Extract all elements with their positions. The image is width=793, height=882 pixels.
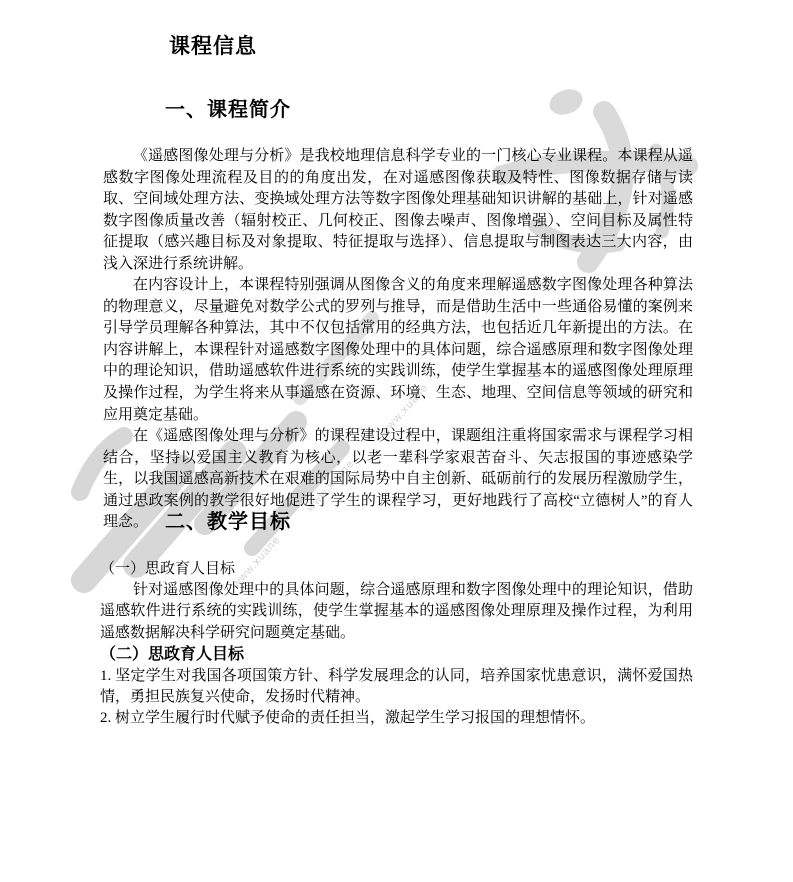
objective-item-1: 1. 坚定学生对我国各项国策方针、科学发展理念的认同，培养国家忧患意识，满怀爱国热情，勇担民族复兴使命，发扬时代精神。 <box>100 667 693 706</box>
intro-paragraph-3: 在《遥感图像处理与分析》的课程建设过程中，课题组注重将国家需求与课程学习相结合，坚持以爱国主义教育为核心，以老一辈科学家艰苦奋斗、矢志报国的事迹感染学生，以我国遥感高新技术在艰难的国际局势中自主创新、砥砺前行的发展历程激励学生，通过思政案例的教学很好地促进了学生的课程学习，更好地践行了高校“立德树人”的育人理念。 <box>103 428 693 531</box>
intro-paragraph-2: 在内容设计上，本课程特别强调从图像含义的角度来理解遥感数字图像处理各种算法的物理意义，尽量避免对数学公式的罗列与推导，而是借助生活中一些通俗易懂的案例来引导学员理解各种算法，其中不仅包括常用的经典方法，也包括近几年新提出的方法。在内容讲解上，本课程针对遥感数字图像处理中的具体问题，综合遥感原理和数字图像处理中的理论知识，借助遥感软件进行系统的实践训练，使学生掌握基本的遥感图像处理原理及操作过程，为学生将来从事遥感在资源、环境、生态、地理、空间信息等领域的研究和应用奠定基础。 <box>103 277 693 423</box>
intro-paragraph-1: 《遥感图像处理与分析》是我校地理信息科学专业的一门核心专业课程。本课程从遥感数字图像处理流程及目的的角度出发，在对遥感图像获取及特性、图像数据存储与读取、空间域处理方法、变换域处理方法等数字图像处理基础知识讲解的基础上，针对遥感数字图像质量改善（辐射校正、几何校正、图像去噪声、图像增强）、空间目标及属性特征提取（感兴趣目标及对象提取、特征提取与选择）、信息提取与制图表达三大内容，由浅入深进行系统讲解。 <box>103 148 693 272</box>
objective-item-2: 2. 树立学生履行时代赋予使命的责任担当，激起学生学习报国的理想情怀。 <box>100 710 596 727</box>
section-heading-course-intro: 一、课程简介 <box>165 99 291 121</box>
watermark-url-text: www.xuane <box>378 381 431 439</box>
teaching-objectives-body <box>100 559 693 729</box>
subsection-1-paragraph: 针对遥感图像处理中的具体问题，综合遥感原理和数字图像处理中的理论知识，借助遥感软件进行系统的实践训练，使学生掌握基本的遥感图像处理原理及操作过程，为利用遥感数据解决科学研究问题奠定基础。 <box>100 582 693 641</box>
document-title: 课程信息 <box>169 34 257 58</box>
subsection-heading-1: （一）思政育人目标 <box>100 561 236 577</box>
course-intro-body <box>103 146 693 534</box>
watermark-url-text: www.xuane <box>304 457 357 515</box>
watermark-url-text: www.xuane <box>230 533 283 591</box>
section-heading-teaching-objectives: 二、教学目标 <box>165 511 291 533</box>
subsection-heading-2: （二）思政育人目标 <box>100 645 245 663</box>
